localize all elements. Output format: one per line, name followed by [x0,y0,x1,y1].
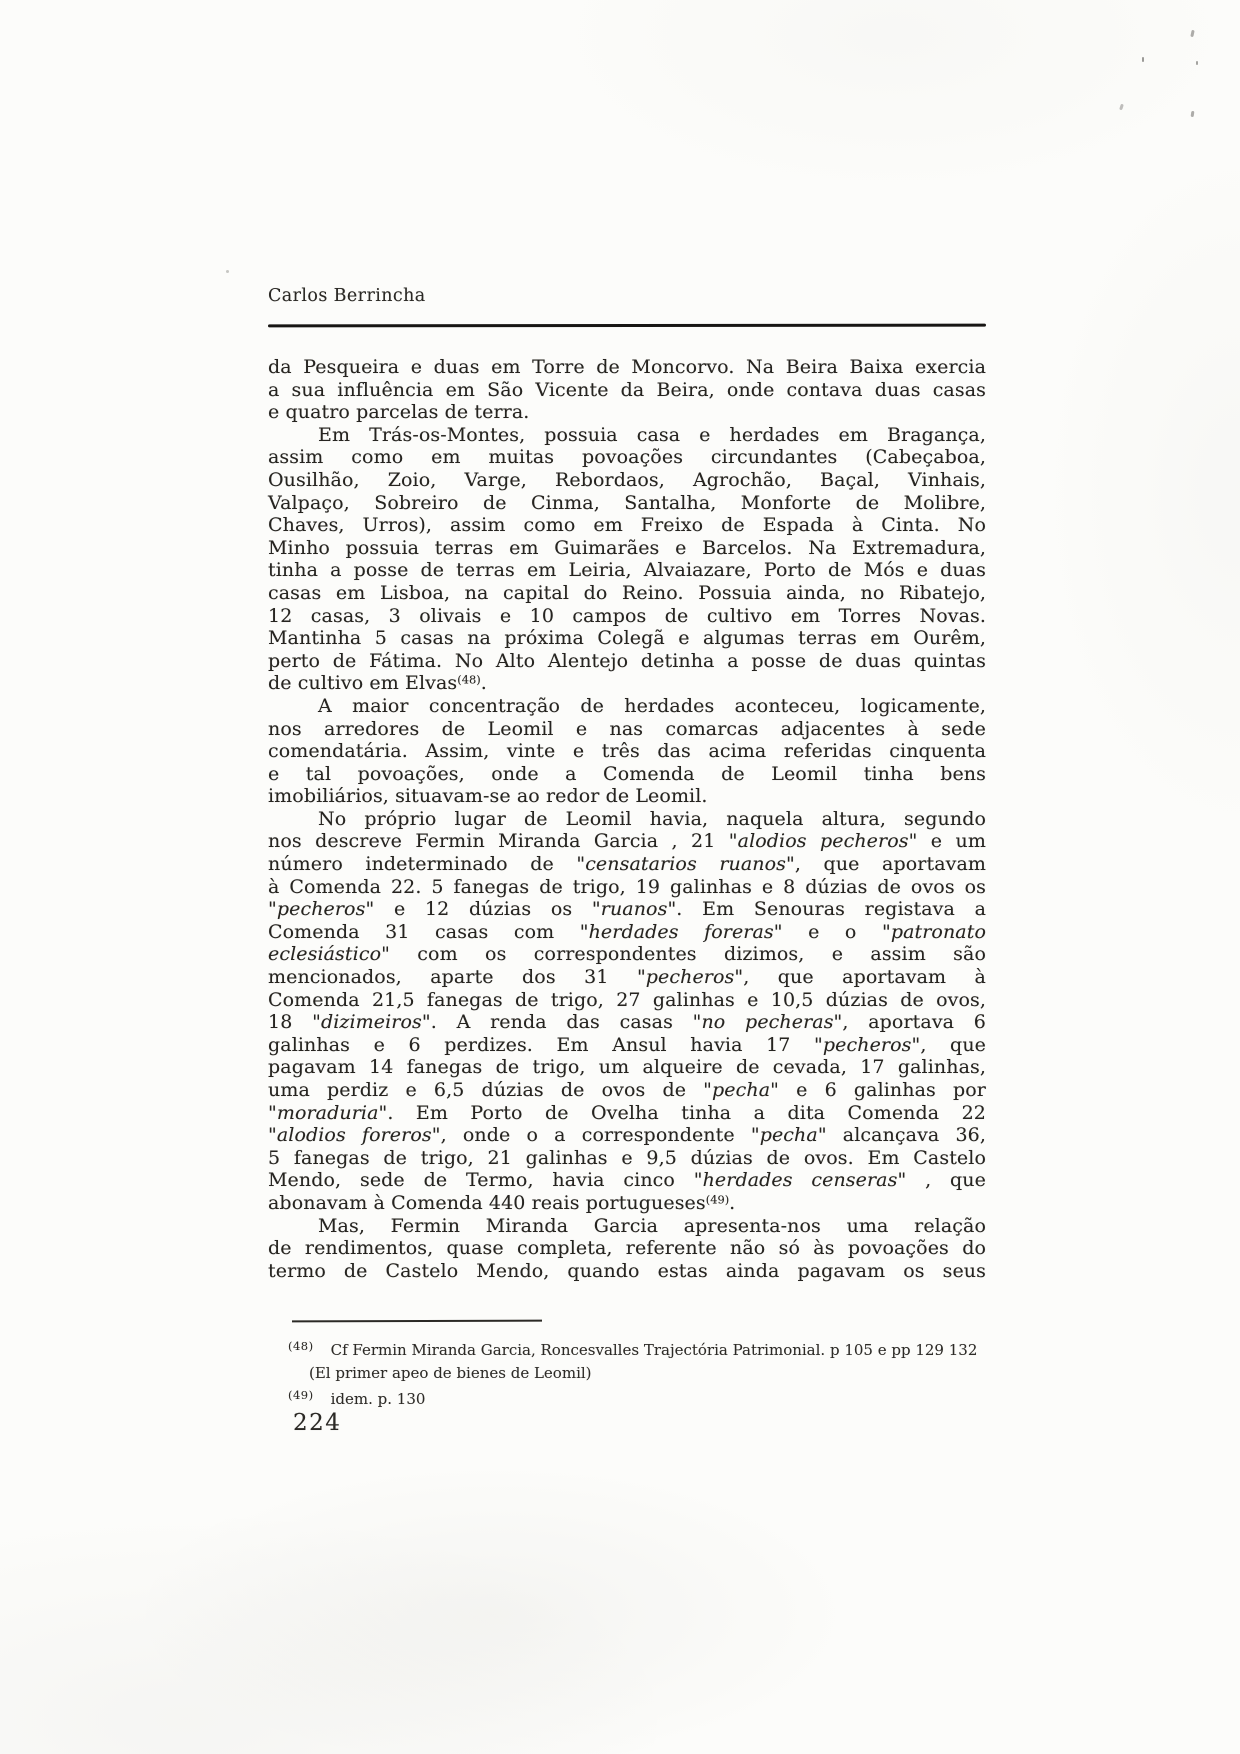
header-rule [268,324,986,328]
text-line: Valpaço, Sobreiro de Cinma, Santalha, Monforte de Molibre, [268,491,986,514]
text-line: a sua influência em São Vicente da Beira, onde contava duas casas [268,378,986,401]
text-line: Comenda 21,5 fanegas de trigo, 27 galinhas e 10,5 dúzias de ovos, [268,988,986,1011]
text-line: número indeterminado de "censatarios ruanos", que aportavam [268,853,986,876]
text-line: tinha a posse de terras em Leiria, Alvaiazare, Porto de Mós e duas [268,559,986,582]
text-line: perto de Fátima. No Alto Alentejo detinha a posse de duas quintas [268,649,986,672]
text-line: à Comenda 22. 5 fanegas de trigo, 19 galinhas e 8 dúzias de ovos os [268,875,986,898]
text-line: imobiliários, situavam-se ao redor de Leomil. [268,785,708,808]
scan-artifact [226,270,229,273]
text-line: uma perdiz e 6,5 dúzias de ovos de "pecha" e 6 galinhas por [268,1079,986,1101]
text-line: "moraduria". Em Porto de Ovelha tinha a dita Comenda 22 [268,1101,986,1124]
running-header-author: Carlos Berrincha [268,286,426,306]
text-line: e tal povoações, onde a Comenda de Leomil tinha bens [268,762,986,785]
footnote-48-text-cont: (El primer apeo de bienes de Leomil) [309,1363,592,1382]
text-line: comendatária. Assim, vinte e três das acima referidas cinquenta [268,740,986,763]
text-line: eclesiástico" com os correspondentes dizimos, e assim são [268,943,986,966]
text-line: No próprio lugar de Leomil havia, naquela altura, segundo [318,807,986,830]
body-text [268,356,986,1282]
text-line: Minho possuia terras em Guimarães e Barcelos. Na Extremadura, [268,536,986,559]
page-number: 224 [293,1410,342,1436]
text-line: de rendimentos, quase completa, referente não só às povoações do [268,1237,986,1260]
text-line: termo de Castelo Mendo, quando estas ainda pagavam os seus [268,1259,986,1282]
scan-artifact [1142,57,1144,62]
scan-artifact [1119,104,1124,111]
text-line: galinhas e 6 perdizes. Em Ansul havia 17 "pecheros", que [268,1033,987,1056]
text-line: Mas, Fermin Miranda Garcia apresenta-nos uma relação [318,1214,986,1237]
text-line: da Pesqueira e duas em Torre de Moncorvo. Na Beira Baixa exercia [268,356,986,378]
text-line: Em Trás-os-Montes, possuia casa e herdades em Bragança, [318,423,986,446]
footnote-48 [288,1335,1028,1362]
paragraph [268,356,986,424]
text-line: 12 casas, 3 olivais e 10 campos de cultivo em Torres Novas. [268,604,986,627]
text-line: 18 "dizimeiros". A renda das casas "no pecheras", aportava 6 [268,1011,986,1034]
footnote-rule [292,1320,542,1323]
scan-artifact [1191,111,1195,117]
text-line: de cultivo em Elvas$^{(48)}$. [268,672,487,695]
text-line: nos arredores de Leomil e nas comarcas adjacentes à sede [268,717,986,740]
text-line: Ousilhão, Zoio, Varge, Rebordaos, Agrochão, Baçal, Vinhais, [268,468,986,491]
paragraph [268,695,986,808]
text-line: A maior concentração de herdades aconteceu, logicamente, [318,694,986,717]
text-line: e quatro parcelas de terra. [268,401,530,424]
footnote-48-continuation [309,1362,1028,1385]
text-line: Comenda 31 casas com "herdades foreras" e o "patronato [268,920,986,943]
text-line: "pecheros" e 12 dúzias os "ruanos". Em Senouras registava a [268,898,986,921]
text-line: nos descreve Fermin Miranda Garcia , 21 "alodios pecheros" e um [268,830,986,853]
scan-artifact [1190,30,1194,37]
text-line: assim como em muitas povoações circundantes (Cabeçaboa, [268,446,986,469]
text-line: casas em Lisboa, na capital do Reino. Possuia ainda, no Ribatejo, [268,581,986,604]
footnote-48-text: Cf Fermin Miranda Garcia, Roncesvalles Trajectória Patrimonial. p 105 e pp 129 132 [330,1341,978,1359]
text-line: Chaves, Urros), assim como em Freixo de Espada à Cinta. No [268,514,986,537]
footnote-49-text: idem. p. 130 [330,1390,426,1408]
footnotes-section [288,1320,1028,1411]
footnote-48-marker: (48) [288,1339,314,1353]
footnote-49-marker: (49) [288,1388,314,1402]
text-line: mencionados, aparte dos 31 "pecheros", que aportavam à [268,966,986,989]
paragraph [268,424,986,695]
text-line: Mantinha 5 casas na próxima Colegã e algumas terras em Ourêm, [268,627,986,650]
text-line: pagavam 14 fanegas de trigo, um alqueire de cevada, 17 galinhas, [268,1056,986,1079]
text-line: 5 fanegas de trigo, 21 galinhas e 9,5 dúzias de ovos. Em Castelo [268,1146,986,1169]
scan-artifact [1196,61,1198,65]
paragraph [268,1215,986,1283]
paragraph [268,808,986,1215]
text-line: "alodios foreros", onde o a correspondente "pecha" alcançava 36, [268,1124,986,1147]
text-line: Mendo, sede de Termo, havia cinco "herdades censeras" , que [268,1169,986,1192]
text-line: abonavam à Comenda 440 reais portugueses$^{(49)}$. [268,1191,736,1214]
footnote-49 [288,1384,1028,1411]
